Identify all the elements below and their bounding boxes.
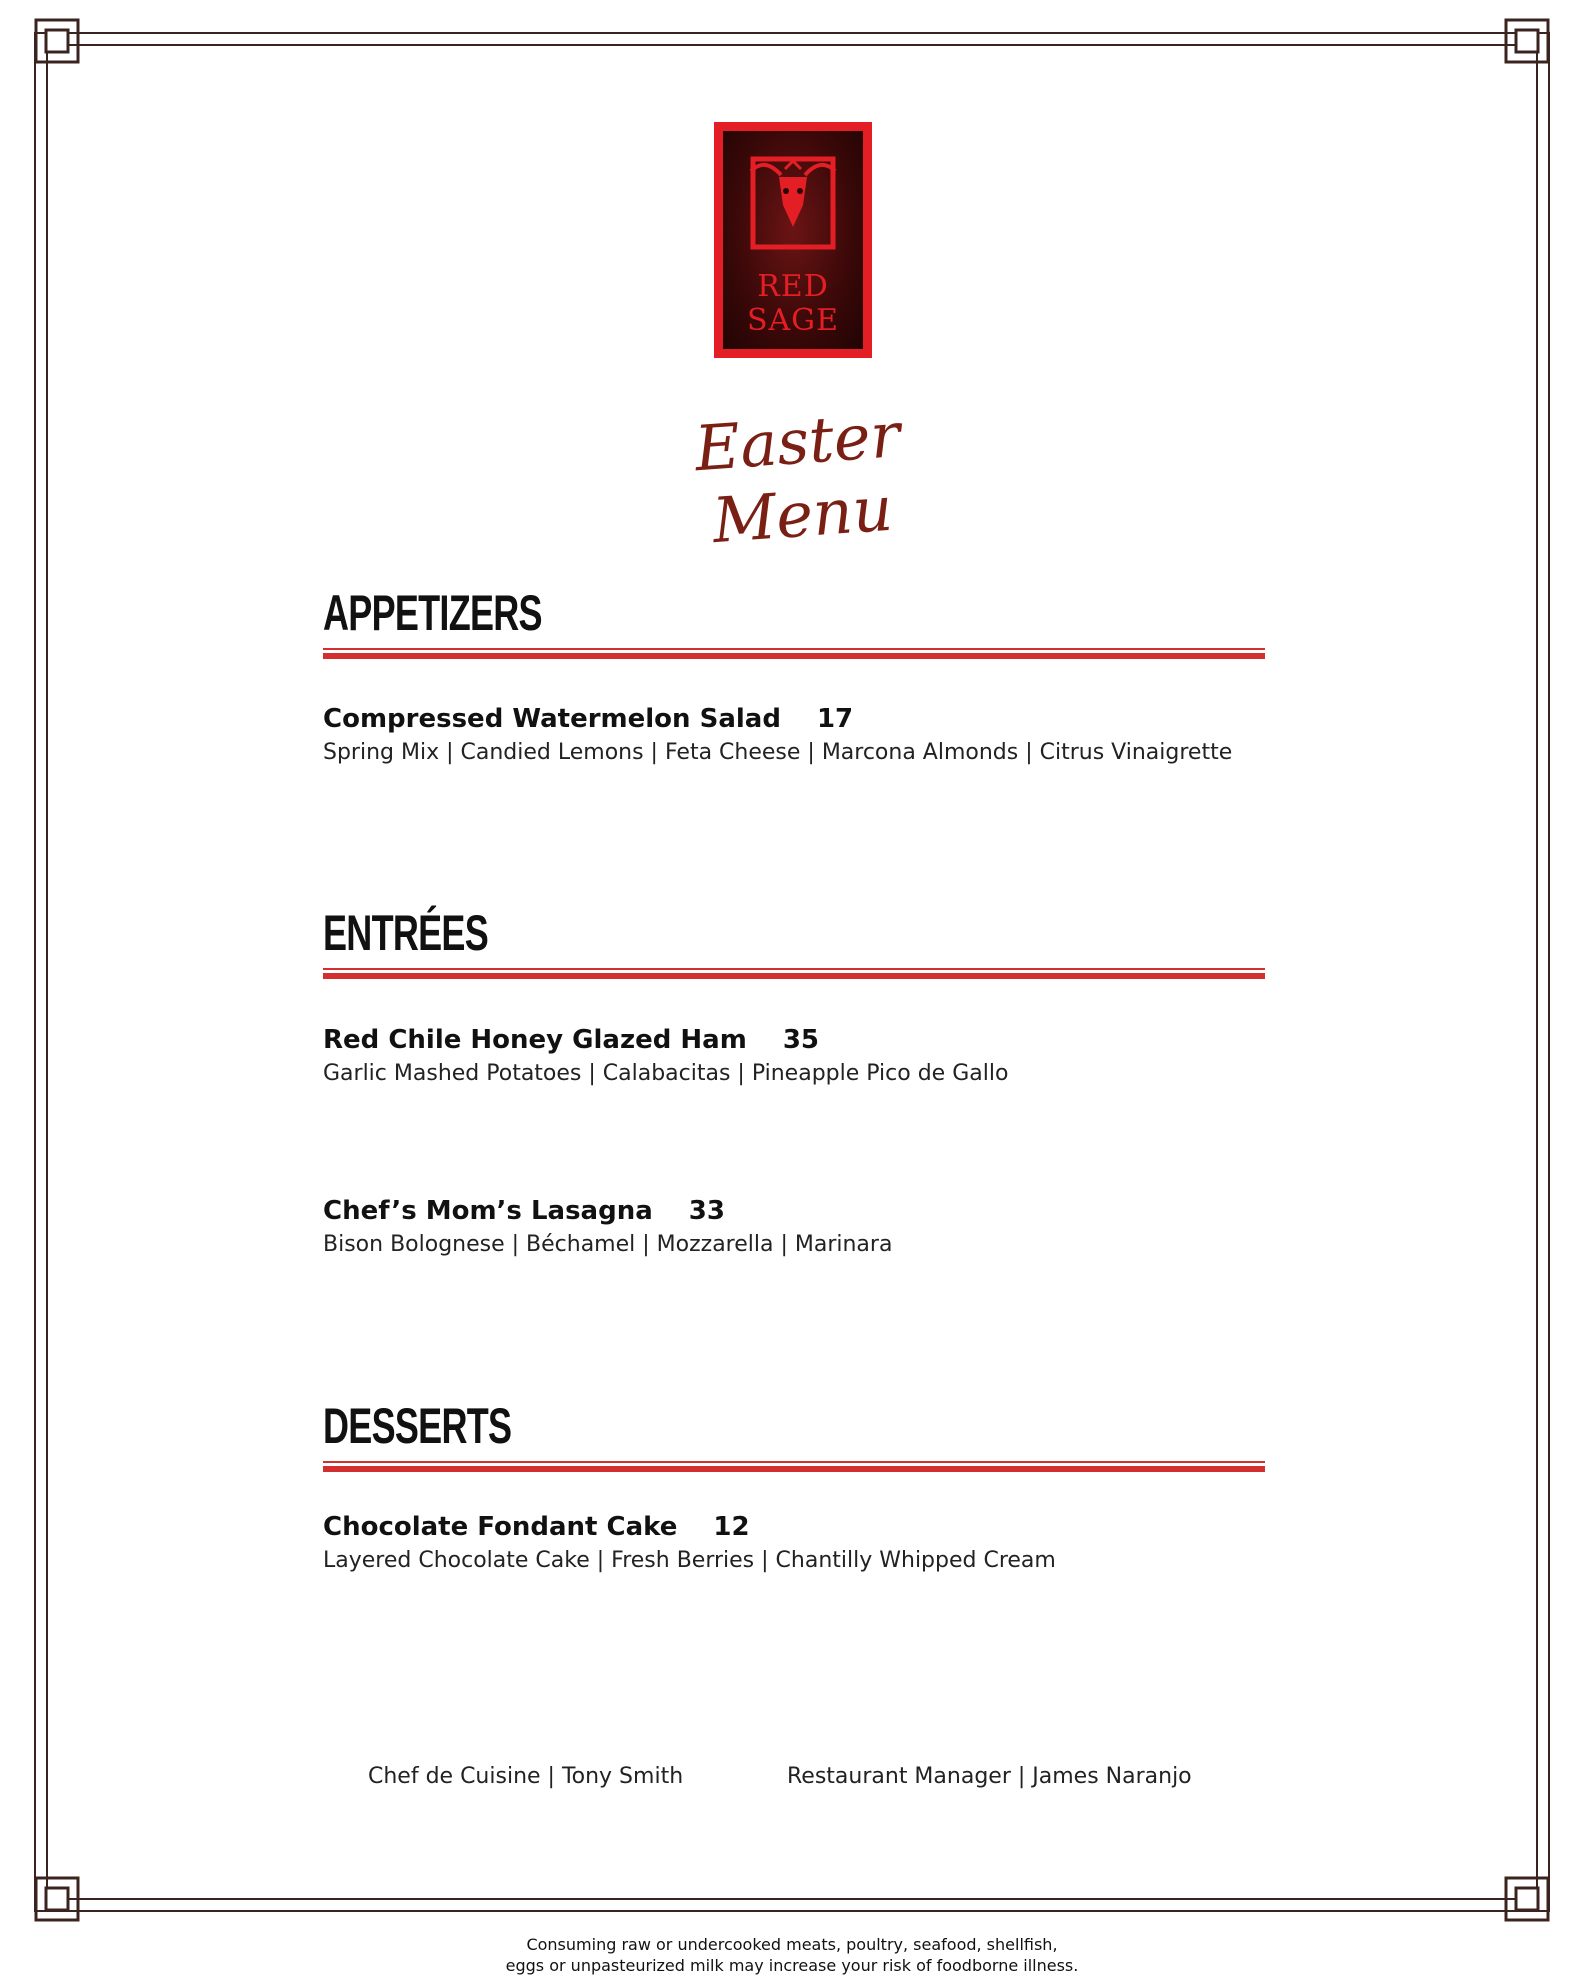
item-price: 33 xyxy=(688,1196,725,1226)
menu-item-description: Bison Bolognese | Béchamel | Mozzarella | Marinara xyxy=(323,1232,893,1257)
item-title: Red Chile Honey Glazed Ham xyxy=(323,1025,747,1055)
corner-ornament-top-left xyxy=(34,18,80,64)
corner-ornament-bottom-right xyxy=(1504,1876,1550,1922)
menu-item-description: Layered Chocolate Cake | Fresh Berries | Chantilly Whipped Cream xyxy=(323,1548,1056,1573)
section-heading-entrees: ENTRÉES xyxy=(323,905,489,961)
item-price: 35 xyxy=(782,1025,819,1055)
disclaimer-line-1: Consuming raw or undercooked meats, poultry, seafood, shellfish, xyxy=(526,1935,1058,1954)
item-price: 17 xyxy=(816,704,854,734)
corner-ornament-top-right xyxy=(1504,18,1550,64)
menu-item-name xyxy=(323,1512,750,1542)
red-sage-logo xyxy=(714,122,872,358)
section-divider xyxy=(323,1461,1265,1472)
logo-text-red: RED xyxy=(757,269,829,304)
menu-item-description: Spring Mix | Candied Lemons | Feta Cheese | Marcona Almonds | Citrus Vinaigrette xyxy=(323,740,1233,765)
item-price: 12 xyxy=(713,1512,750,1542)
section-divider xyxy=(323,968,1265,979)
item-title: Compressed Watermelon Salad xyxy=(323,704,781,734)
manager-credit: Restaurant Manager | James Naranjo xyxy=(787,1764,1192,1789)
menu-item-name xyxy=(323,1196,725,1226)
menu-item-name xyxy=(323,704,853,734)
chef-credit: Chef de Cuisine | Tony Smith xyxy=(368,1764,684,1789)
section-heading-desserts: DESSERTS xyxy=(323,1398,512,1454)
corner-ornament-bottom-left xyxy=(34,1876,80,1922)
disclaimer-line-2: eggs or unpasteurized milk may increase your risk of foodborne illness. xyxy=(505,1956,1079,1975)
logo-panel xyxy=(723,131,863,349)
section-divider xyxy=(323,648,1265,659)
item-title: Chef’s Mom’s Lasagna xyxy=(323,1196,653,1226)
ram-head-icon xyxy=(745,149,841,255)
menu-title: Easter Menu xyxy=(692,398,903,558)
item-title: Chocolate Fondant Cake xyxy=(323,1512,678,1542)
menu-item-name xyxy=(323,1025,819,1055)
logo-text-sage: SAGE xyxy=(746,303,840,338)
menu-item-description: Garlic Mashed Potatoes | Calabacitas | Pineapple Pico de Gallo xyxy=(323,1061,1009,1086)
section-heading-appetizers: APPETIZERS xyxy=(323,585,542,641)
